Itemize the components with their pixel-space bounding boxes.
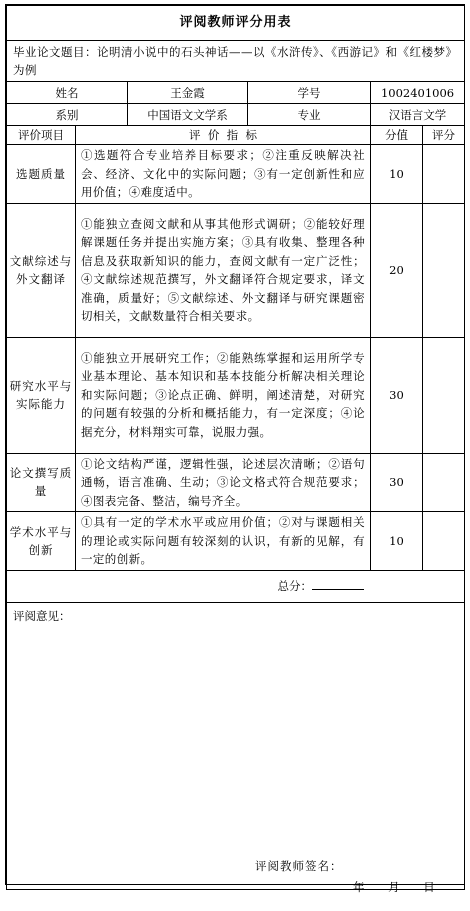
signature-label: 评阅教师签名： [255,858,343,873]
row-points: 10 [371,512,423,571]
name-label: 姓名 [7,82,128,104]
evaluation-form [5,4,465,894]
department-label: 系别 [7,104,128,126]
header-points: 分值 [371,126,423,145]
comments-label: 评阅意见： [13,608,71,623]
row-score[interactable] [423,145,465,204]
table-row [7,453,465,512]
topic-value: 论明清小说中的石头神话——以《水浒传》、《西游记》和《红楼梦》为例 [13,45,458,77]
name-value: 王金霞 [128,82,248,104]
major-value: 汉语言文学 [371,104,465,126]
row-indicator: ①选题符合专业培养目标要求；②注重反映解决社会、经济、文化中的实际问题；③有一定创新性和应用价值；④难度适中。 [76,145,371,204]
table-row [7,145,465,204]
major-label: 专业 [248,104,371,126]
row-indicator: ①能独立查阅文献和从事其他形式调研；②能较好理解课题任务并提出实施方案；③具有收集、整理各种信息及获取新知识的能力，查阅文献有一定广泛性；④文献综述规范撰写，外文翻译符合规定要求，译文准确，质量好；⑤文献综述、外文翻译与研究课题密切相关，文献数量符合相关要求。 [76,203,371,337]
row-item: 研究水平与实际能力 [7,337,76,453]
row-score[interactable] [423,512,465,571]
form-title: 评阅教师评分用表 [7,6,465,41]
header-indicator: 评 价 指 标 [76,126,371,145]
row-points: 20 [371,203,423,337]
row-item: 论文撰写质 量 [7,453,76,512]
row-indicator: ①具有一定的学术水平或应用价值；②对与课题相关的理论或实际问题有较深刻的认识，有新的见解，有一定的创新。 [76,512,371,571]
row-points: 10 [371,145,423,204]
table-row [7,512,465,571]
header-item: 评价项目 [7,126,76,145]
row-item: 学术水平与创新 [7,512,76,571]
row-score[interactable] [423,203,465,337]
row-indicator: ①论文结构严谨，逻辑性强，论述层次清晰；②语句通畅，语言准确、生动；③论文格式符合规范要求；④图表完备、整洁，编号齐全。 [76,453,371,512]
total-score-row [7,570,465,602]
row-item: 选题质量 [7,145,76,204]
topic-label: 毕业论文题目： [13,45,97,59]
header-score: 评分 [423,126,465,145]
student-id-label: 学号 [248,82,371,104]
comments-section[interactable] [7,602,465,894]
total-score-field[interactable] [312,577,364,590]
row-item: 文献综述与外文翻译 [7,203,76,337]
department-value: 中国语文文学系 [128,104,248,126]
table-row [7,337,465,453]
student-id-value: 1002401006 [371,82,465,104]
table-row [7,203,465,337]
row-indicator: ①能独立开展研究工作；②能熟练掌握和运用所学专业基本理论、基本知识和基本技能分析解决相关理论和实际问题；③论点正确、鲜明，阐述清楚，对研究的问题有较强的分析和概括能力，有一定深度；④论据充分，材料翔实可靠，说服力强。 [76,337,371,453]
total-label: 总分： [277,579,313,593]
row-score[interactable] [423,453,465,512]
date-label: 年 月 日 [353,879,435,894]
thesis-topic [7,41,465,82]
row-points: 30 [371,453,423,512]
row-score[interactable] [423,337,465,453]
evaluation-table [6,5,465,894]
row-points: 30 [371,337,423,453]
